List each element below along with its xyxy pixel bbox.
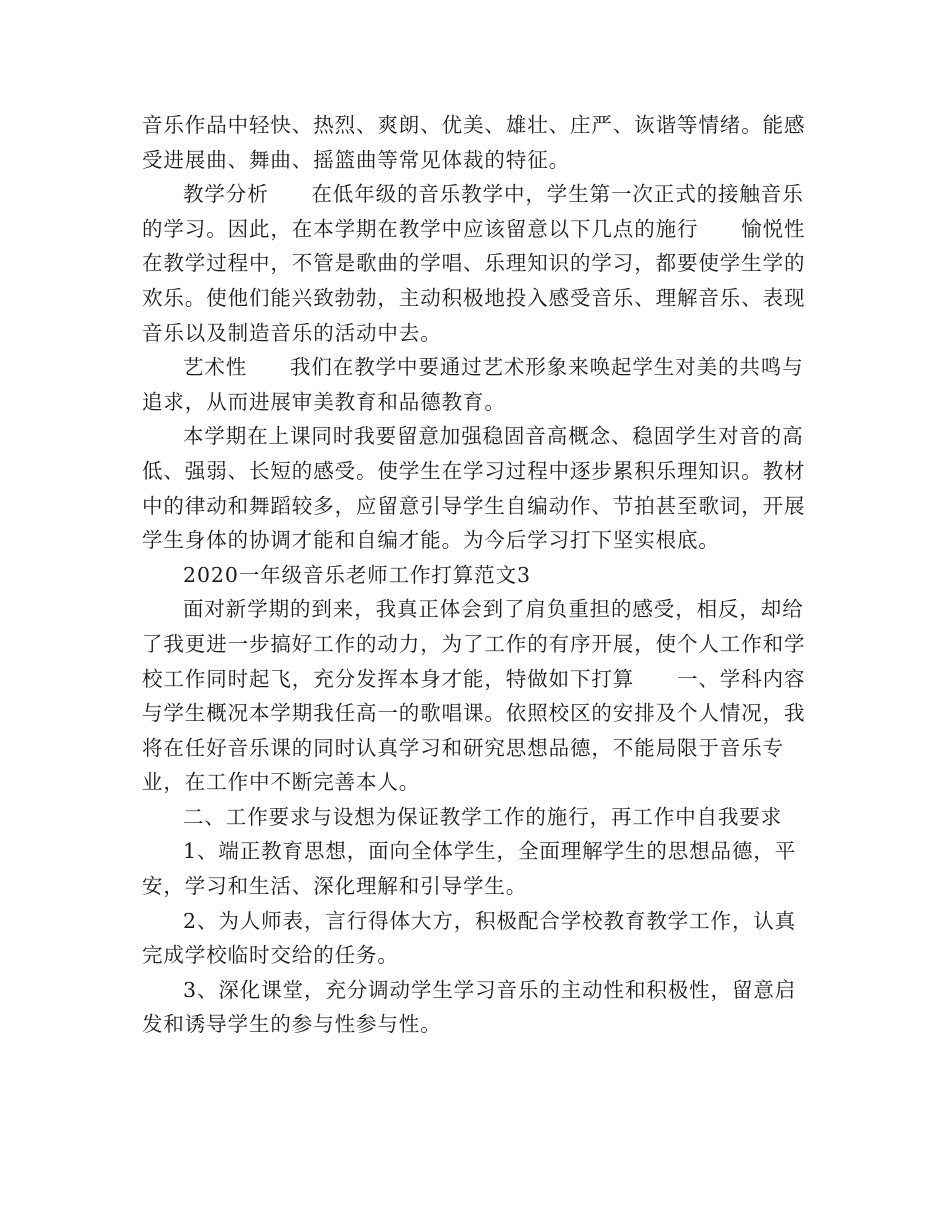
list-item-3: 3、深化课堂，充分调动学生学习音乐的主动性和积极性，留意启发和诱导学生的参与性参与性。	[142, 977, 797, 1037]
section-heading: 2020一年级音乐老师工作打算范文3	[183, 562, 531, 587]
body-text	[142, 108, 849, 1042]
paragraph-work-requirements: 二、工作要求与设想为保证教学工作的施行，再工作中自我要求	[183, 804, 783, 829]
paragraph-artistry: 艺术性 我们在教学中要通过艺术形象来唤起学生对美的共鸣与追求，从而进展审美教育和品德教育。	[142, 355, 804, 414]
list-item-1: 1、端正教育思想，面向全体学生，全面理解学生的思想品德，平安，学习和生活、深化理解和引导学生。	[142, 839, 797, 899]
paragraph-teaching-analysis: 教学分析 在低年级的音乐教学中，学生第一次正式的接触音乐的学习。因此，在本学期在教学中应该留意以下几点的施行 愉悦性 在教学过程中，不管是歌曲的学唱、乐理知识的学习，都要使学生学的欢乐。使他们能兴致勃勃，主动积极地投入感受音乐、理解音乐、表现音乐以及制造音乐的活动中去。	[142, 182, 849, 345]
list-item-2: 2、为人师表，言行得体大方，积极配合学校教育教学工作，认真完成学校临时交给的任务。	[142, 908, 797, 968]
paragraph-semester-plan: 本学期在上课同时我要留意加强稳固音高概念、稳固学生对音的高低、强弱、长短的感受。使学生在学习过程中逐步累积乐理知识。教材中的律动和舞蹈较多，应留意引导学生自编动作、节拍甚至歌词，开展学生身体的协调才能和自编才能。为今后学习打下坚实根底。	[142, 424, 806, 553]
paragraph-new-semester: 面对新学期的到来，我真正体会到了肩负重担的感受，相反，却给了我更进一步搞好工作的动力，为了工作的有序开展，使个人工作和学校工作同时起飞，充分发挥本身才能，特做如下打算 一、学科内容与学生概况本学期我任高一的歌唱课。依照校区的安排及个人情况，我将在任好音乐课的同时认真学习和研究思想品德，不能局限于音乐专业，在工作中不断完善本人。	[142, 597, 806, 795]
paragraph-continuation: 音乐作品中轻快、热烈、爽朗、优美、雄壮、庄严、诙谐等情绪。能感受进展曲、舞曲、摇篮曲等常见体裁的特征。	[142, 113, 806, 172]
